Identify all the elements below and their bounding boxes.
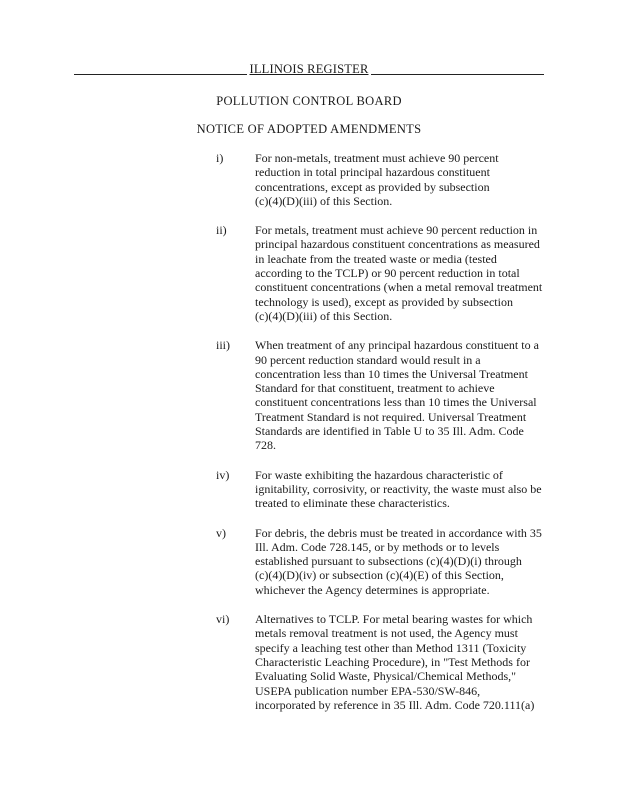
subsection-text: Alternatives to TCLP. For metal bearing wastes for which metals removal treatment is not used, the Agency must specify a leaching test other than Method 1311 (Toxicity Characteristic Leaching Procedure), in "Test Methods for Evaluating Solid Waste, Physical/Chemical Methods," USEPA publication number EPA-530/SW-846, incorporated by reference in 35 Ill. Adm. Code 720.111(a) [255, 612, 535, 712]
subsection-item-i [0, 151, 618, 208]
subsection-item-ii [0, 223, 618, 323]
subsection-item-vi [0, 612, 618, 712]
subsection-text: For debris, the debris must be treated in accordance with 35 Ill. Adm. Code 728.145, or by methods or to levels established pursuant to subsections (c)(4)(D)(i) through (c)(4)(D)(iv) or subsection (c)(4)(E) of this Section, whichever the Agency determines is appropriate. [255, 525, 542, 597]
subsection-text: For waste exhibiting the hazardous characteristic of ignitability, corrosivity, or reactivity, the waste must also be treated to eliminate these characteristics. [255, 467, 542, 511]
subsection-number: vi) [216, 612, 230, 627]
subsection-number: i) [216, 151, 224, 165]
register-title-wrap [74, 62, 544, 77]
subsection-number: iii) [216, 338, 230, 353]
subsection-list [0, 151, 618, 727]
subsection-text: When treatment of any principal hazardous constituent to a 90 percent reduction standard would result in a concentration less than 10 times the Universal Treatment Standard for that constituent, treatment to achieve constituent concentrations less than 10 times the Universal Treatment Standard is not required. Universal Treatment Standards are identified in Table U to 35 Ill. Adm. Code 728. [255, 338, 539, 453]
notice-title: NOTICE OF ADOPTED AMENDMENTS [196, 122, 422, 136]
subsection-number: v) [216, 525, 226, 540]
subsection-item-v [0, 526, 618, 597]
subsection-number: ii) [216, 223, 227, 238]
subsection-item-iv [0, 468, 618, 511]
board-name: POLLUTION CONTROL BOARD [216, 94, 402, 108]
register-header [74, 62, 544, 78]
subsection-text: For non-metals, treatment must achieve 90 percent reduction in total principal hazardous constituent concentrations, except as provided by subsection (c)(4)(D)(iii) of this Section. [255, 151, 499, 208]
subsection-number: iv) [216, 467, 230, 482]
subsection-text: For metals, treatment must achieve 90 percent reduction in principal hazardous constituent concentrations as measured in leachate from the treated waste or media (tested according to the TCLP) or 90 percent reduction in total constituent concentrations (when a metal removal treatment technology is used), except as provided by subsection (c)(4)(D)(iii) of this Section. [255, 223, 543, 323]
register-title: ILLINOIS REGISTER [249, 62, 369, 76]
subsection-item-iii [0, 338, 618, 452]
